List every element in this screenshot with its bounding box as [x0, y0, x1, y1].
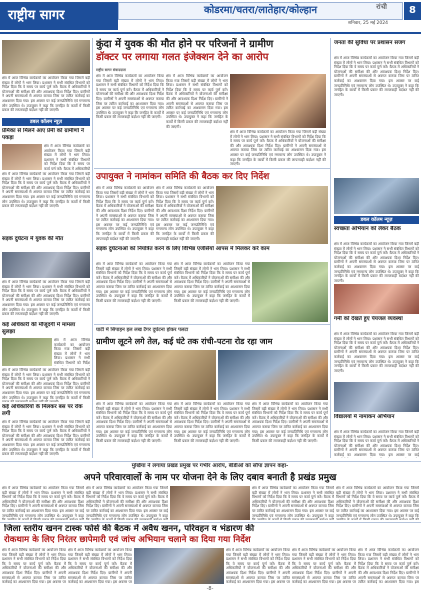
mukhiya-body-col4: क्षेत्र में आज विभिन्न कार्यक्रमों का आयोजन किया गया जिसमें बड़ी संख्या में लोगों ने भाग लिया। प्रशासन ने सभी संबंधित विभागों को निर्देश दिया कि वे समय पर कार्य पूर्ण करें। बैठक में अधिकारियों ने योजनाओं की समीक्षा की और आवश्यक दिशा निर्देश दिए। ग्रामीणों ने अपनी समस्याओं से अवगत कराया जिस पर त्वरित कार्रवाई का आश्वासन दिया गया। इस अवसर पर कई जनप्रतिनिधि एवं गणमान्य लोग उपस्थित थे। उपायुक्त ने कहा कि: [336, 486, 419, 518]
bottom-body-col5: क्षेत्र में आज विभिन्न कार्यक्रमों का आयोजन किया गया जिसमें बड़ी संख्या में लोगों ने भाग लिया। प्रशासन ने सभी संबंधित विभागों को निर्देश दिया कि वे समय पर कार्य पूर्ण करें। बैठक में अधिकारियों ने योजनाओं की समीक्षा की और आवश्यक दिशा निर्देश दिए। ग्रामीणों ने अपनी समस्याओं से अवगत कराया जिस पर त्वरित कार्रवाई का आश्वासन दिया गया। इस: [358, 548, 419, 584]
right-story2-headline: स्वच्छता अभियान को लेकर बैठक: [334, 226, 401, 232]
left-story2-headline: सड़क दुर्घटना में युवक की मौत: [2, 236, 64, 242]
upayukt-headline: उपायुक्त ने नामांकन समिति की बैठक कर दिए निर्देश: [96, 172, 270, 182]
bottom-headline: [4, 524, 418, 546]
main-byline: राष्ट्रीय सागर संवाददाता: [96, 68, 126, 72]
section-rule-1: [94, 168, 330, 169]
bottom-photo: [134, 548, 224, 584]
upayukt-body-col2: क्षेत्र में आज विभिन्न कार्यक्रमों का आयोजन किया गया जिसमें बड़ी संख्या में लोगों ने भाग लिया। प्रशासन ने सभी संबंधित विभागों को निर्देश दिया कि वे समय पर कार्य पूर्ण करें। बैठक में अधिकारियों ने योजनाओं की समीक्षा की और आवश्यक दिशा निर्देश दिए। ग्रामीणों ने अपनी समस्याओं से अवगत कराया जिस पर त्वरित कार्रवाई का आश्वासन दिया गया। इस अवसर पर कई जनप्रतिनिधि एवं गणमान्य लोग उपस्थित थे। उपायुक्त ने कहा कि जनहित के कार्यों में किसी प्रकार की लापरवाही बर्दाश्त नहीं की जाएगी।: [156, 186, 214, 241]
right-column-label: डबल कॉलम न्यूज़: [334, 216, 419, 224]
masthead-rule: [0, 32, 421, 34]
bottom-body-col2: क्षेत्र में आज विभिन्न कार्यक्रमों का आयोजन किया गया जिसमें बड़ी संख्या में लोगों ने भाग लिया। प्रशासन ने सभी संबंधित विभागों को निर्देश दिया कि वे समय पर कार्य पूर्ण करें। बैठक में अधिकारियों ने योजनाओं की समीक्षा की और आवश्यक दिशा निर्देश दिए। ग्रामीणों ने अपनी समस्याओं से अवगत कराया जिस पर त्वरित कार्रवाई का आश्वासन दिया गया। इस अवसर पर: [68, 548, 132, 584]
column-divider-right: [330, 38, 331, 458]
right-story4-headline: विद्यालयों में नामांकन अभियान: [334, 414, 395, 420]
mukhiya-kicker: मुखिया ने लगाया प्रखंड प्रमुख पर गंभीर आरोप, बीडीओ को सौंपा ज्ञापन कहा-: [131, 463, 289, 469]
upayukt-photo-2: [252, 262, 328, 322]
left-story3-body: क्षेत्र में आज विभिन्न कार्यक्रमों का आयोजन किया गया जिसमें बड़ी संख्या में लोगों ने भाग लिया। प्रशासन ने सभी संबंधित विभागों को निर्देश दिया कि वे समय पर कार्य पूर्ण करें। बैठक में अधिकारियों ने योजनाओं की समीक्षा की और आवश्यक दिशा निर्देश दिए। ग्रामीणों ने अपनी समस्याओं से अवगत कराया जिस पर त्वरित कार्रवाई का आश्वासन दिया गया। इस अवसर पर कई जनप्रतिनिधि एवं गणमान्य लोग उपस्थित थे। उपायुक्त ने कहा कि जनहित के कार्यों में किसी प्रकार की लापरवाही बर्दाश्त नहीं की जाएगी।: [2, 172, 90, 209]
left-photo-4: [2, 338, 52, 366]
mukhiya-body-col2: क्षेत्र में आज विभिन्न कार्यक्रमों का आयोजन किया गया जिसमें बड़ी संख्या में लोगों ने भाग लिया। प्रशासन ने सभी संबंधित विभागों को निर्देश दिया कि वे समय पर कार्य पूर्ण करें। बैठक में अधिकारियों ने योजनाओं की समीक्षा की और आवश्यक दिशा निर्देश दिए। ग्रामीणों ने अपनी समस्याओं से अवगत कराया जिस पर त्वरित कार्रवाई का आश्वासन दिया गया। इस अवसर पर कई जनप्रतिनिधि एवं गणमान्य लोग उपस्थित थे। उपायुक्त ने कहा: [86, 486, 168, 518]
main-body-col2: क्षेत्र में आज विभिन्न कार्यक्रमों का आयोजन किया गया जिसमें बड़ी संख्या में लोगों ने भाग लिया। प्रशासन ने सभी संबंधित विभागों को निर्देश दिया कि वे समय पर कार्य पूर्ण करें। बैठक में अधिकारियों ने योजनाओं की समीक्षा की और आवश्यक दिशा निर्देश दिए। ग्रामीणों ने अपनी समस्याओं से अवगत कराया जिस पर त्वरित कार्रवाई का आश्वासन दिया गया। इस अवसर पर कई जनप्रतिनिधि एवं गणमान्य लोग उपस्थित थे। उपायुक्त ने कहा कि जनहित के कार्यों में किसी प्रकार की लापरवाही बर्दाश्त नहीं की जाएगी।: [166, 74, 228, 129]
main-photo: [230, 74, 326, 128]
right-story1-body: क्षेत्र में आज विभिन्न कार्यक्रमों का आयोजन किया गया जिसमें बड़ी संख्या में लोगों ने भाग लिया। प्रशासन ने सभी संबंधित विभागों को निर्देश दिया कि वे समय पर कार्य पूर्ण करें। बैठक में अधिकारियों ने योजनाओं की समीक्षा की और आवश्यक दिशा निर्देश दिए। ग्रामीणों ने अपनी समस्याओं से अवगत कराया जिस पर त्वरित कार्रवाई का आश्वासन दिया गया। इस अवसर पर कई जनप्रतिनिधि एवं गणमान्य लोग उपस्थित थे। उपायुक्त ने कहा कि जनहित के कार्यों में किसी प्रकार की लापरवाही बर्दाश्त नहीं की जाएगी।: [334, 56, 419, 97]
upayukt-body-col1: क्षेत्र में आज विभिन्न कार्यक्रमों का आयोजन किया गया जिसमें बड़ी संख्या में लोगों ने भाग लिया। प्रशासन ने सभी संबंधित विभागों को निर्देश दिया कि वे समय पर कार्य पूर्ण करें। बैठक में अधिकारियों ने योजनाओं की समीक्षा की और आवश्यक दिशा निर्देश दिए। ग्रामीणों ने अपनी समस्याओं से अवगत कराया जिस पर त्वरित कार्रवाई का आश्वासन दिया गया। इस अवसर पर कई जनप्रतिनिधि एवं गणमान्य लोग उपस्थित थे। उपायुक्त ने कहा कि जनहित के कार्यों में किसी प्रकार की लापरवाही बर्दाश्त नहीं की जाएगी।: [96, 186, 154, 241]
left-story3-headline: कई अधिकारी की मौजूदगी में मामला सुलझा: [2, 322, 76, 335]
upayukt-body-col4: क्षेत्र में आज विभिन्न कार्यक्रमों का आयोजन किया गया जिसमें बड़ी संख्या में लोगों ने भाग लिया। प्रशासन ने सभी संबंधित विभागों को निर्देश दिया कि वे समय पर कार्य पूर्ण करें। बैठक में अधिकारियों ने योजनाओं की समीक्षा की और आवश्यक दिशा निर्देश दिए। ग्रामीणों ने अपनी समस्याओं से अवगत कराया जिस पर त्वरित कार्रवाई का आश्वासन दिया गया। इस अवसर पर कई जनप्रतिनिधि एवं गणमान्य लोग उपस्थित थे। उपायुक्त ने कहा कि जनहित के कार्यों में किसी प्रकार की लापरवाही बर्दाश्त नहीं की जाएगी।: [174, 262, 250, 303]
ghati-body-col3: क्षेत्र में आज विभिन्न कार्यक्रमों का आयोजन किया गया जिसमें बड़ी संख्या में लोगों ने भाग लिया। प्रशासन ने सभी संबंधित विभागों को निर्देश दिया कि वे समय पर कार्य पूर्ण करें। बैठक में अधिकारियों ने योजनाओं की समीक्षा की और आवश्यक दिशा निर्देश दिए। ग्रामीणों ने अपनी समस्याओं से अवगत कराया जिस पर त्वरित कार्रवाई का आश्वासन दिया गया। इस अवसर पर कई जनप्रतिनिधि एवं गणमान्य लोग उपस्थित थे। उपायुक्त ने कहा कि जनहित के कार्यों में किसी प्रकार की लापरवाही बर्दाश्त नहीं की जाएगी।: [252, 402, 328, 443]
ghati-body-col2: क्षेत्र में आज विभिन्न कार्यक्रमों का आयोजन किया गया जिसमें बड़ी संख्या में लोगों ने भाग लिया। प्रशासन ने सभी संबंधित विभागों को निर्देश दिया कि वे समय पर कार्य पूर्ण करें। बैठक में अधिकारियों ने योजनाओं की समीक्षा की और आवश्यक दिशा निर्देश दिए। ग्रामीणों ने अपनी समस्याओं से अवगत कराया जिस पर त्वरित कार्रवाई का आश्वासन दिया गया। इस अवसर पर कई जनप्रतिनिधि एवं गणमान्य लोग उपस्थित थे। उपायुक्त ने कहा कि जनहित के कार्यों में किसी प्रकार की लापरवाही बर्दाश्त नहीं की जाएगी।: [174, 402, 250, 443]
left-photo-2: [2, 144, 42, 170]
right-photo-1: [334, 178, 419, 214]
left-story4-headline: कई अधिकारियों के मिलकर बस पर रोक लगी: [2, 404, 83, 417]
upayukt-body-col3: क्षेत्र में आज विभिन्न कार्यक्रमों का आयोजन किया गया जिसमें बड़ी संख्या में लोगों ने भाग लिया। प्रशासन ने सभी संबंधित विभागों को निर्देश दिया कि वे समय पर कार्य पूर्ण करें। बैठक में अधिकारियों ने योजनाओं की समीक्षा की और आवश्यक दिशा निर्देश दिए। ग्रामीणों ने अपनी समस्याओं से अवगत कराया जिस पर त्वरित कार्रवाई का आश्वासन दिया गया। इस अवसर पर कई जनप्रतिनिधि एवं गणमान्य लोग उपस्थित थे। उपायुक्त ने कहा कि जनहित के कार्यों में किसी प्रकार की लापरवाही बर्दाश्त नहीं की जाएगी।: [96, 262, 172, 303]
bottom-body-col3: क्षेत्र में आज विभिन्न कार्यक्रमों का आयोजन किया गया जिसमें बड़ी संख्या में लोगों ने भाग लिया। प्रशासन ने सभी संबंधित विभागों को निर्देश दिया कि वे समय पर कार्य पूर्ण करें। बैठक में अधिकारियों ने योजनाओं की समीक्षा की और आवश्यक दिशा निर्देश दिए। ग्रामीणों ने अपनी समस्याओं से अवगत कराया जिस पर त्वरित कार्रवाई का आश्वासन दिया गया। इस अवसर पर: [226, 548, 290, 584]
mukhiya-headline: अपने परिवारवालों के नाम पर योजना देने के लिए दबाव बनाती है प्रखंड प्रमुख: [83, 473, 337, 483]
footer-page-number: -8-: [206, 586, 214, 592]
left-column-label: डबल कॉलम न्यूज़: [2, 118, 90, 126]
mukhiya-body-col1: क्षेत्र में आज विभिन्न कार्यक्रमों का आयोजन किया गया जिसमें बड़ी संख्या में लोगों ने भाग लिया। प्रशासन ने सभी संबंधित विभागों को निर्देश दिया कि वे समय पर कार्य पूर्ण करें। बैठक में अधिकारियों ने योजनाओं की समीक्षा की और आवश्यक दिशा निर्देश दिए। ग्रामीणों ने अपनी समस्याओं से अवगत कराया जिस पर त्वरित कार्रवाई का आश्वासन दिया गया। इस अवसर पर कई जनप्रतिनिधि एवं गणमान्य लोग उपस्थित थे। उपायुक्त ने कहा: [2, 486, 84, 518]
section-rule-4: [0, 522, 421, 523]
left-story2-body: क्षेत्र में आज विभिन्न कार्यक्रमों का आयोजन किया गया जिसमें बड़ी संख्या में लोगों ने भाग लिया। प्रशासन ने सभी संबंधित विभागों को निर्देश दिया कि वे समय पर कार्य पूर्ण करें। बैठक में अधिकारियों: [44, 144, 90, 170]
main-headline-line2: डॉक्टर पर लगाया गलत इंजेक्शन देने का आरोप: [96, 52, 269, 63]
left-story7-body: क्षेत्र में आज विभिन्न कार्यक्रमों का आयोजन किया गया जिसमें बड़ी संख्या में लोगों ने भाग लिया। प्रशासन ने सभी संबंधित विभागों को निर्देश दिया कि वे समय पर कार्य पूर्ण करें। बैठक में अधिकारियों ने योजनाओं की समीक्षा की और आवश्यक दिशा निर्देश दिए। ग्रामीणों ने अपनी समस्याओं से अवगत कराया जिस पर त्वरित कार्रवाई का आश्वासन दिया गया। इस अवसर पर कई जनप्रतिनिधि एवं गणमान्य लोग उपस्थित थे। उपायुक्त ने कहा कि जनहित के कार्यों में किसी प्रकार की लापरवाही बर्दाश्त नहीं की जाएगी।: [2, 420, 90, 457]
main-body-col3: क्षेत्र में आज विभिन्न कार्यक्रमों का आयोजन किया गया जिसमें बड़ी संख्या में लोगों ने भाग लिया। प्रशासन ने सभी संबंधित विभागों को निर्देश दिया कि वे समय पर कार्य पूर्ण करें। बैठक में अधिकारियों ने योजनाओं की समीक्षा की और आवश्यक दिशा निर्देश दिए। ग्रामीणों ने अपनी समस्याओं से अवगत कराया जिस पर त्वरित कार्रवाई का आश्वासन दिया गया। इस अवसर पर कई जनप्रतिनिधि एवं गणमान्य लोग उपस्थित थे। उपायुक्त ने कहा कि जनहित के कार्यों में किसी प्रकार की लापरवाही बर्दाश्त नहीं की जाएगी।: [230, 130, 326, 166]
right-story3-body: क्षेत्र में आज विभिन्न कार्यक्रमों का आयोजन किया गया जिसमें बड़ी संख्या में लोगों ने भाग लिया। प्रशासन ने सभी संबंधित विभागों को निर्देश दिया कि वे समय पर कार्य पूर्ण करें। बैठक में अधिकारियों ने योजनाओं की समीक्षा की और आवश्यक दिशा निर्देश दिए। ग्रामीणों ने अपनी समस्याओं से अवगत कराया जिस पर त्वरित कार्रवाई का आश्वासन दिया गया। इस अवसर पर कई जनप्रतिनिधि एवं गणमान्य लोग उपस्थित थे। उपायुक्त ने कहा कि जनहित के कार्यों में किसी प्रकार की लापरवाही बर्दाश्त नहीं की जाएगी।: [334, 332, 419, 373]
left-story6-body: क्षेत्र में आज विभिन्न कार्यक्रमों का आयोजन किया गया जिसमें बड़ी संख्या में लोगों ने भाग लिया। प्रशासन ने सभी संबंधित विभागों को निर्देश दिया कि वे समय पर कार्य पूर्ण करें। बैठक में अधिकारियों ने योजनाओं की समीक्षा की और आवश्यक दिशा निर्देश दिए। ग्रामीणों ने अपनी समस्याओं से अवगत कराया जिस पर त्वरित कार्रवाई का आश्वासन दिया गया। इस अवसर पर कई जनप्रतिनिधि एवं गणमान्य लोग उपस्थित थे। उपायुक्त ने कहा कि जनहित के कार्यों में किसी: [2, 368, 90, 400]
edition-date: शनिवार, 25 मई 2024: [347, 21, 388, 26]
ghati-photo-1: [96, 350, 216, 400]
left-photo-1: [2, 40, 90, 74]
section-rule-2: [94, 324, 330, 325]
masthead: [0, 0, 421, 38]
left-story1-headline: प्रेमिका से मिलने आए प्रेमी को ग्रामीणों ने पकड़ा: [2, 128, 84, 141]
newspaper-brand: राष्ट्रीय सागर: [0, 2, 118, 30]
edition-city: रांची: [376, 3, 387, 11]
bottom-body-col1: क्षेत्र में आज विभिन्न कार्यक्रमों का आयोजन किया गया जिसमें बड़ी संख्या में लोगों ने भाग लिया। प्रशासन ने सभी संबंधित विभागों को निर्देश दिया कि वे समय पर कार्य पूर्ण करें। बैठक में अधिकारियों ने योजनाओं की समीक्षा की और आवश्यक दिशा निर्देश दिए। ग्रामीणों ने अपनी समस्याओं से अवगत कराया जिस पर त्वरित कार्रवाई का आश्वासन दिया गया। इस अवसर पर: [2, 548, 66, 584]
right-story4-body: क्षेत्र में आज विभिन्न कार्यक्रमों का आयोजन किया गया जिसमें बड़ी संख्या में लोगों ने भाग लिया। प्रशासन ने सभी संबंधित विभागों को निर्देश दिया कि वे समय पर कार्य पूर्ण करें। बैठक में अधिकारियों ने योजनाओं की समीक्षा की और आवश्यक दिशा निर्देश दिए। ग्रामीणों ने अपनी समस्याओं से अवगत कराया जिस पर त्वरित कार्रवाई का आश्वासन दिया गया। इस अवसर पर कई: [334, 430, 419, 457]
upayukt-photo: [216, 186, 328, 244]
main-headline-line1: कुंदा में युवक की मौत होने पर परिजनों ने ग्रामीण: [96, 39, 274, 50]
main-body-col1: क्षेत्र में आज विभिन्न कार्यक्रमों का आयोजन किया गया जिसमें बड़ी संख्या में लोगों ने भाग लिया। प्रशासन ने सभी संबंधित विभागों को निर्देश दिया कि वे समय पर कार्य पूर्ण करें। बैठक में अधिकारियों ने योजनाओं की समीक्षा की और आवश्यक दिशा निर्देश दिए। ग्रामीणों ने अपनी समस्याओं से अवगत कराया जिस पर त्वरित कार्रवाई का आश्वासन दिया गया। इस अवसर पर कई जनप्रतिनिधि एवं गणमान्य लोग उपस्थित थे। उपायुक्त ने कहा कि जनहित के कार्यों में किसी प्रकार की लापरवाही बर्दाश्त नहीं की जाएगी।: [96, 74, 164, 120]
section-title: कोडरमा/चतरा/लातेहार/कोल्हान: [118, 2, 403, 20]
main-headline: [96, 38, 326, 64]
right-photo-2: [334, 284, 419, 314]
right-story1-headline: जनता की सुविधा पर प्रशासन सजग: [334, 40, 406, 46]
mukhiya-body-col3: क्षेत्र में आज विभिन्न कार्यक्रमों का आयोजन किया गया जिसमें बड़ी संख्या में लोगों ने भाग लिया। प्रशासन ने सभी संबंधित विभागों को निर्देश दिया कि वे समय पर कार्य पूर्ण करें। बैठक में अधिकारियों ने योजनाओं की समीक्षा की और आवश्यक दिशा निर्देश दिए। ग्रामीणों ने अपनी समस्याओं से अवगत कराया जिस पर त्वरित कार्रवाई का आश्वासन दिया गया। इस अवसर पर कई जनप्रतिनिधि एवं गणमान्य लोग उपस्थित थे। उपायुक्त ने कहा: [252, 486, 334, 518]
upayukt-subhead: सड़क दुर्घटनाओं को नियंत्रित करने के लिए विभिन्न एजेंसियों आपस में मिलकर करें काम: [96, 246, 270, 252]
ghati-kicker: घाटी में सिपाहन हल लख टैगर दुर्घटना होकर पलटा: [96, 327, 189, 333]
left-story1-body: क्षेत्र में आज विभिन्न कार्यक्रमों का आयोजन किया गया जिसमें बड़ी संख्या में लोगों ने भाग लिया। प्रशासन ने सभी संबंधित विभागों को निर्देश दिया कि वे समय पर कार्य पूर्ण करें। बैठक में अधिकारियों ने योजनाओं की समीक्षा की और आवश्यक दिशा निर्देश दिए। ग्रामीणों ने अपनी समस्याओं से अवगत कराया जिस पर त्वरित कार्रवाई का आश्वासन दिया गया। इस अवसर पर कई जनप्रतिनिधि एवं गणमान्य लोग उपस्थित थे। उपायुक्त ने कहा कि जनहित के कार्यों में किसी प्रकार की लापरवाही बर्दाश्त नहीं की जाएगी।: [2, 76, 90, 113]
ghati-photo-2: [218, 350, 328, 400]
right-photo-3: [334, 382, 419, 412]
section-rule-3: [0, 461, 421, 462]
column-divider: [92, 38, 93, 458]
mukhiya-photo: [170, 486, 250, 520]
left-story5-body: क्षेत्र में आज विभिन्न कार्यक्रमों का आयोजन किया गया जिसमें बड़ी संख्या में लोगों ने भाग लिया। प्रशासन ने सभी संबंधित विभागों को निर्देश: [54, 338, 90, 365]
bottom-body-col4: क्षेत्र में आज विभिन्न कार्यक्रमों का आयोजन किया गया जिसमें बड़ी संख्या में लोगों ने भाग लिया। प्रशासन ने सभी संबंधित विभागों को निर्देश दिया कि वे समय पर कार्य पूर्ण करें। बैठक में अधिकारियों ने योजनाओं की समीक्षा की और आवश्यक दिशा निर्देश दिए। ग्रामीणों ने अपनी समस्याओं से अवगत कराया जिस पर त्वरित कार्रवाई का आश्वासन दिया गया। इस अवसर पर: [292, 548, 356, 584]
left-photo-3: [2, 252, 90, 278]
page-footer: [0, 585, 421, 595]
page-number: 8: [404, 2, 421, 20]
right-story3-headline: गर्मी को देखते हुए पेयजल व्यवस्था: [334, 316, 403, 322]
bottom-headline-line1: जिला स्तरीय खनन टास्क फोर्स की बैठक में अवैध खनन, परिवहन व भंडारण की: [4, 524, 255, 534]
ghati-body-col1: क्षेत्र में आज विभिन्न कार्यक्रमों का आयोजन किया गया जिसमें बड़ी संख्या में लोगों ने भाग लिया। प्रशासन ने सभी संबंधित विभागों को निर्देश दिया कि वे समय पर कार्य पूर्ण करें। बैठक में अधिकारियों ने योजनाओं की समीक्षा की और आवश्यक दिशा निर्देश दिए। ग्रामीणों ने अपनी समस्याओं से अवगत कराया जिस पर त्वरित कार्रवाई का आश्वासन दिया गया। इस अवसर पर कई जनप्रतिनिधि एवं गणमान्य लोग उपस्थित थे। उपायुक्त ने कहा कि जनहित के कार्यों में किसी प्रकार की लापरवाही बर्दाश्त नहीं की जाएगी।: [96, 402, 172, 443]
right-story2-body: क्षेत्र में आज विभिन्न कार्यक्रमों का आयोजन किया गया जिसमें बड़ी संख्या में लोगों ने भाग लिया। प्रशासन ने सभी संबंधित विभागों को निर्देश दिया कि वे समय पर कार्य पूर्ण करें। बैठक में अधिकारियों ने योजनाओं की समीक्षा की और आवश्यक दिशा निर्देश दिए। ग्रामीणों ने अपनी समस्याओं से अवगत कराया जिस पर त्वरित कार्रवाई का आश्वासन दिया गया। इस अवसर पर कई जनप्रतिनिधि एवं गणमान्य लोग उपस्थित थे। उपायुक्त ने कहा कि जनहित के कार्यों में किसी प्रकार की लापरवाही बर्दाश्त नहीं की जाएगी।: [334, 242, 419, 282]
bottom-headline-line2: रोकथाम के लिए निरंतर छापेमारी एवं जांच अभियान चलाने का दिया गया निर्देश: [4, 535, 251, 545]
left-story4-body: क्षेत्र में आज विभिन्न कार्यक्रमों का आयोजन किया गया जिसमें बड़ी संख्या में लोगों ने भाग लिया। प्रशासन ने सभी संबंधित विभागों को निर्देश दिया कि वे समय पर कार्य पूर्ण करें। बैठक में अधिकारियों ने योजनाओं की समीक्षा की और आवश्यक दिशा निर्देश दिए। ग्रामीणों ने अपनी समस्याओं से अवगत कराया जिस पर त्वरित कार्रवाई का आश्वासन दिया गया। इस अवसर पर कई जनप्रतिनिधि एवं गणमान्य लोग उपस्थित थे। उपायुक्त ने कहा कि जनहित के कार्यों में किसी प्रकार की लापरवाही बर्दाश्त नहीं की जाएगी।: [2, 280, 90, 317]
ghati-headline: ग्रामीण लूटने लगे तेल, कई घंटे तक रांची-पटना रोड रहा जाम: [96, 337, 273, 346]
